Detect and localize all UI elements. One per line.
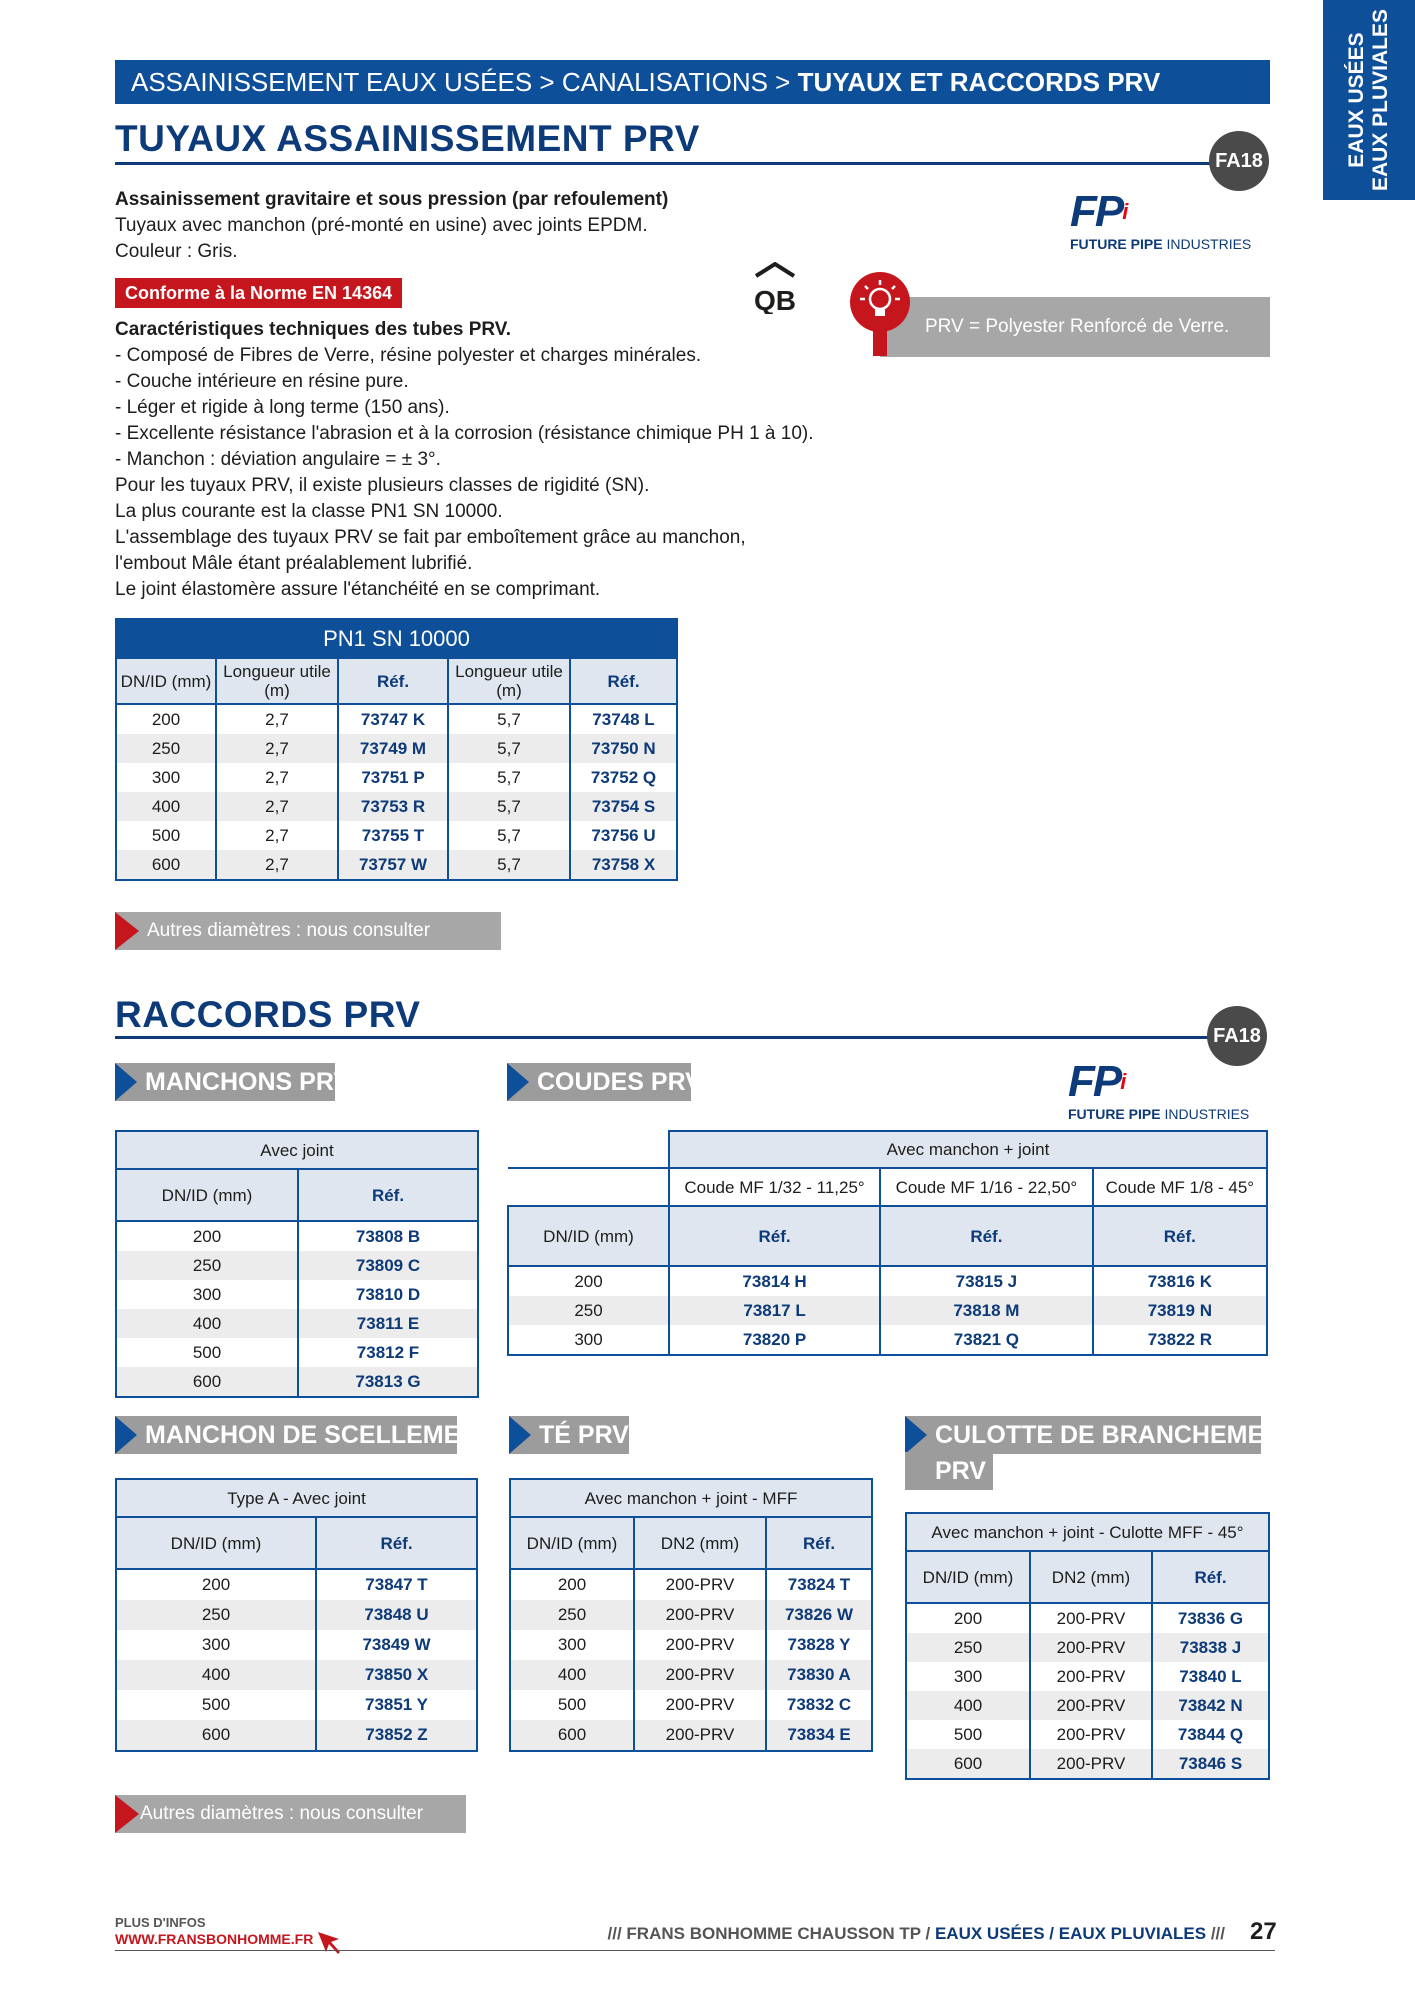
cell-length: 5,7 (448, 850, 570, 880)
table-caption: Avec manchon + joint - MFF (510, 1479, 872, 1517)
side-tab-line2: EAUX PLUVIALES (1369, 8, 1392, 192)
fpi-logo (1068, 1057, 1273, 1130)
cell-ref: 73808 B (298, 1221, 478, 1251)
fpi-name-rest: INDUSTRIES (1162, 236, 1252, 252)
intro-block (115, 187, 668, 265)
cell-dn: 500 (116, 1690, 316, 1720)
table-row (510, 1720, 872, 1751)
section-header-manchons (115, 1063, 351, 1101)
title-underline (115, 1036, 1210, 1039)
norm-tag: Conforme à la Norme EN 14364 (115, 278, 402, 308)
footer-brand-suffix: /// (1206, 1924, 1225, 1943)
tuyaux-table (115, 618, 678, 881)
cell-dn: 300 (116, 1630, 316, 1660)
culotte-table (905, 1512, 1270, 1780)
cell-length: 5,7 (448, 821, 570, 850)
table-row (906, 1633, 1269, 1662)
section-header-text: PRV (935, 1457, 986, 1485)
cell-dn: 250 (116, 1600, 316, 1630)
cell-ref: 73810 D (298, 1280, 478, 1309)
cell-ref: 73750 N (570, 734, 677, 763)
table-row (116, 1660, 477, 1690)
col-header: Réf. (669, 1206, 880, 1266)
side-category-tab[interactable] (1323, 0, 1415, 200)
table-row (116, 1569, 477, 1600)
cell-ref: 73821 Q (880, 1325, 1093, 1355)
footer-url-link[interactable]: WWW.FRANSBONHOMME.FR (115, 1931, 314, 1947)
title-underline (115, 162, 1210, 165)
table-row (906, 1662, 1269, 1691)
char-line: La plus courante est la classe PN1 SN 10000. (115, 501, 503, 522)
cell-ref: 73756 U (570, 821, 677, 850)
cell-dn: 600 (116, 1367, 298, 1397)
table-row (510, 1630, 872, 1660)
section-header-culotte-line2 (905, 1452, 993, 1490)
cell-length: 2,7 (216, 821, 338, 850)
footer-brand-prefix: /// FRANS BONHOMME CHAUSSON TP / (607, 1924, 935, 1943)
table-caption: PN1 SN 10000 (116, 619, 677, 658)
table-row (116, 704, 677, 734)
cell-dn: 300 (508, 1325, 669, 1355)
fpi-name-bold: FUTURE PIPE (1068, 1106, 1161, 1122)
table-row (116, 792, 677, 821)
breadcrumb-path: ASSAINISSEMENT EAUX USÉES > CANALISATIONS > (131, 67, 798, 97)
table-row (510, 1569, 872, 1600)
sub-header: Coude MF 1/32 - 11,25° (669, 1168, 880, 1206)
side-tab-line1: EAUX USÉES (1345, 32, 1368, 168)
cell-ref: 73834 E (766, 1720, 872, 1751)
cell-dn: 300 (116, 763, 216, 792)
cell-dn: 300 (116, 1280, 298, 1309)
cell-ref: 73811 E (298, 1309, 478, 1338)
fpi-logo-mark: FP (1070, 187, 1123, 236)
section-header-text: MANCHONS PRV (145, 1068, 351, 1096)
cell-ref: 73812 F (298, 1338, 478, 1367)
cell-length: 5,7 (448, 734, 570, 763)
cell-ref: 73817 L (669, 1296, 880, 1325)
arrow-icon (509, 1416, 531, 1454)
section-header-text: CULOTTE DE BRANCHEMENT (935, 1421, 1298, 1449)
cell-ref: 73842 N (1152, 1691, 1269, 1720)
table-row (116, 763, 677, 792)
cell-ref: 73824 T (766, 1569, 872, 1600)
coudes-table (507, 1130, 1268, 1356)
footer-brand (608, 1924, 1225, 1944)
table-row (116, 1338, 478, 1367)
fa18-badge: FA18 (1207, 1006, 1267, 1066)
cell-ref: 73757 W (338, 850, 448, 880)
cell-dn: 300 (510, 1630, 634, 1660)
cell-dn: 600 (116, 1720, 316, 1751)
cell-ref: 73752 Q (570, 763, 677, 792)
cell-dn: 300 (906, 1662, 1030, 1691)
col-header: DN/ID (mm) (116, 658, 216, 704)
cell-dn2: 200-PRV (634, 1569, 766, 1600)
arrow-icon (115, 912, 139, 950)
cell-ref: 73820 P (669, 1325, 880, 1355)
table-row (510, 1690, 872, 1720)
cell-length: 2,7 (216, 704, 338, 734)
cell-dn: 500 (116, 1338, 298, 1367)
col-header: Réf. (338, 658, 448, 704)
cell-ref: 73851 Y (316, 1690, 477, 1720)
intro-bold: Assainissement gravitaire et sous pression (par refoulement) (115, 189, 669, 210)
table-row (906, 1603, 1269, 1633)
section-header-te (509, 1416, 629, 1454)
cell-ref: 73747 K (338, 704, 448, 734)
table-row (116, 1720, 477, 1751)
cell-dn: 200 (906, 1603, 1030, 1633)
cell-ref: 73816 K (1093, 1266, 1267, 1296)
cell-length: 2,7 (216, 763, 338, 792)
cell-ref: 73847 T (316, 1569, 477, 1600)
cell-ref: 73758 X (570, 850, 677, 880)
notice-text: Autres diamètres : nous consulter (147, 920, 431, 941)
fpi-logo-i: i (1122, 199, 1127, 224)
arrow-icon (115, 1416, 137, 1454)
table-row (116, 850, 677, 880)
breadcrumb-current: TUYAUX ET RACCORDS PRV (797, 67, 1161, 97)
col-header: DN/ID (mm) (510, 1517, 634, 1569)
cell-ref: 73828 Y (766, 1630, 872, 1660)
cell-ref: 73818 M (880, 1296, 1093, 1325)
char-line: - Manchon : déviation angulaire = ± 3°. (115, 449, 441, 470)
cell-length: 5,7 (448, 704, 570, 734)
col-header: DN2 (mm) (634, 1517, 766, 1569)
cell-ref: 73830 A (766, 1660, 872, 1690)
table-caption: Avec manchon + joint (669, 1131, 1267, 1168)
cell-ref: 73826 W (766, 1600, 872, 1630)
section-header-text: MANCHON DE SCELLEMENT (145, 1421, 494, 1449)
section-header-coudes (507, 1063, 702, 1101)
cell-length: 5,7 (448, 763, 570, 792)
cell-ref: 73748 L (570, 704, 677, 734)
char-line: - Excellente résistance l'abrasion et à la corrosion (résistance chimique PH 1 à 10). (115, 423, 814, 444)
arrow-icon (507, 1063, 529, 1101)
lightbulb-icon (850, 272, 910, 332)
fpi-logo-mark: FP (1068, 1057, 1121, 1106)
cell-ref: 73849 W (316, 1630, 477, 1660)
table-row (116, 1280, 478, 1309)
fpi-name-bold: FUTURE PIPE (1070, 236, 1163, 252)
table-row (508, 1296, 1267, 1325)
cell-dn: 250 (116, 1251, 298, 1280)
char-line: l'embout Mâle étant préalablement lubrifié. (115, 553, 473, 574)
cell-dn2: 200-PRV (1030, 1749, 1152, 1779)
cell-ref: 73838 J (1152, 1633, 1269, 1662)
cell-ref: 73848 U (316, 1600, 477, 1630)
cell-ref: 73749 M (338, 734, 448, 763)
te-table (509, 1478, 873, 1752)
sub-header: Coude MF 1/16 - 22,50° (880, 1168, 1093, 1206)
section-header-text: COUDES PRV (537, 1068, 702, 1096)
col-header: Réf. (298, 1169, 478, 1221)
cell-dn: 250 (508, 1296, 669, 1325)
cell-dn2: 200-PRV (634, 1690, 766, 1720)
table-row (116, 1309, 478, 1338)
char-line: L'assemblage des tuyaux PRV se fait par emboîtement grâce au manchon, (115, 527, 746, 548)
col-header: DN2 (mm) (1030, 1551, 1152, 1603)
arrow-icon (905, 1416, 927, 1454)
table-row (116, 1221, 478, 1251)
empty-corner (508, 1131, 669, 1168)
empty-corner (508, 1168, 669, 1206)
cell-ref: 73754 S (570, 792, 677, 821)
cell-ref: 73809 C (298, 1251, 478, 1280)
section-title-tuyaux: TUYAUX ASSAINISSEMENT PRV (115, 118, 700, 159)
cell-dn2: 200-PRV (1030, 1633, 1152, 1662)
col-header: Réf. (316, 1517, 477, 1569)
intro-line: Tuyaux avec manchon (pré-monté en usine) avec joints EPDM. (115, 215, 648, 236)
cell-dn: 400 (116, 1309, 298, 1338)
col-header: DN/ID (mm) (116, 1517, 316, 1569)
arrow-icon (115, 1063, 137, 1101)
fpi-logo (1070, 187, 1275, 260)
cell-dn: 200 (508, 1266, 669, 1296)
char-line: Le joint élastomère assure l'étanchéité en se comprimant. (115, 579, 601, 600)
fpi-logo-i: i (1120, 1069, 1125, 1094)
cell-ref: 73813 G (298, 1367, 478, 1397)
col-header: Longueur utile (m) (448, 658, 570, 704)
scellement-table (115, 1478, 478, 1752)
cell-dn: 600 (906, 1749, 1030, 1779)
table-row (906, 1749, 1269, 1779)
col-header: DN/ID (mm) (508, 1206, 669, 1266)
table-row (116, 734, 677, 763)
cell-ref: 73814 H (669, 1266, 880, 1296)
cell-ref: 73753 R (338, 792, 448, 821)
cell-dn: 200 (116, 1569, 316, 1600)
cell-dn2: 200-PRV (1030, 1720, 1152, 1749)
cell-ref: 73755 T (338, 821, 448, 850)
cell-dn: 200 (510, 1569, 634, 1600)
char-line: - Composé de Fibres de Verre, résine polyester et charges minérales. (115, 345, 702, 366)
col-header: DN/ID (mm) (906, 1551, 1030, 1603)
cell-dn: 250 (116, 734, 216, 763)
section-title-raccords: RACCORDS PRV (115, 994, 421, 1035)
col-header: Longueur utile (m) (216, 658, 338, 704)
cell-ref: 73815 J (880, 1266, 1093, 1296)
cell-dn2: 200-PRV (634, 1720, 766, 1751)
cell-ref: 73822 R (1093, 1325, 1267, 1355)
sub-header: Coude MF 1/8 - 45° (1093, 1168, 1267, 1206)
other-diameters-notice[interactable] (115, 912, 501, 950)
cell-length: 2,7 (216, 850, 338, 880)
col-header: Réf. (1152, 1551, 1269, 1603)
cell-dn: 400 (116, 1660, 316, 1690)
cell-ref: 73852 Z (316, 1720, 477, 1751)
cell-dn: 400 (510, 1660, 634, 1690)
table-caption: Avec manchon + joint - Culotte MFF - 45° (906, 1513, 1269, 1551)
table-row (116, 1367, 478, 1397)
cell-dn: 400 (906, 1691, 1030, 1720)
section-header-text: TÉ PRV (539, 1421, 629, 1449)
table-row (116, 1690, 477, 1720)
characteristics-title: Caractéristiques techniques des tubes PRV. (115, 319, 511, 340)
table-row (510, 1660, 872, 1690)
table-row (508, 1325, 1267, 1355)
col-header: Réf. (570, 658, 677, 704)
footer-more-info: PLUS D'INFOS (115, 1915, 206, 1930)
cell-dn: 200 (116, 704, 216, 734)
table-row (116, 1251, 478, 1280)
section-header-culotte (905, 1416, 1298, 1454)
manchons-table (115, 1130, 479, 1398)
cell-dn: 500 (510, 1690, 634, 1720)
table-row (906, 1691, 1269, 1720)
cell-dn: 500 (116, 821, 216, 850)
cell-ref: 73850 X (316, 1660, 477, 1690)
table-row (116, 1630, 477, 1660)
notice-text: Autres diamètres : nous consulter (140, 1803, 424, 1824)
table-caption: Type A - Avec joint (116, 1479, 477, 1517)
qb-certification-icon (752, 262, 798, 314)
fa18-badge: FA18 (1209, 131, 1269, 191)
section-header-scellement (115, 1416, 494, 1454)
cell-dn2: 200-PRV (634, 1630, 766, 1660)
cell-dn2: 200-PRV (634, 1600, 766, 1630)
cell-dn: 600 (510, 1720, 634, 1751)
intro-line: Couleur : Gris. (115, 241, 238, 262)
table-row (510, 1600, 872, 1630)
info-text: PRV = Polyester Renforcé de Verre. (925, 316, 1230, 337)
cursor-arrow-icon (316, 1930, 342, 1956)
arrow-icon (115, 1795, 139, 1833)
cell-ref: 73819 N (1093, 1296, 1267, 1325)
characteristics-block (115, 317, 814, 603)
table-row (906, 1720, 1269, 1749)
col-header: Réf. (1093, 1206, 1267, 1266)
cell-dn: 500 (906, 1720, 1030, 1749)
col-header: DN/ID (mm) (116, 1169, 298, 1221)
footer-brand-category: EAUX USÉES / EAUX PLUVIALES (934, 1924, 1207, 1943)
cell-ref: 73846 S (1152, 1749, 1269, 1779)
breadcrumb (115, 60, 1270, 104)
cell-length: 5,7 (448, 792, 570, 821)
cell-ref: 73832 C (766, 1690, 872, 1720)
col-header: Réf. (766, 1517, 872, 1569)
table-row (116, 821, 677, 850)
cell-dn: 250 (906, 1633, 1030, 1662)
other-diameters-notice[interactable] (115, 1795, 466, 1833)
cell-ref: 73844 Q (1152, 1720, 1269, 1749)
cell-length: 2,7 (216, 792, 338, 821)
qb-mark-text: QB (754, 285, 796, 314)
char-line: - Couche intérieure en résine pure. (115, 371, 409, 392)
footer-divider (115, 1950, 1275, 1951)
page-number: 27 (1250, 1918, 1277, 1945)
char-line: Pour les tuyaux PRV, il existe plusieurs classes de rigidité (SN). (115, 475, 650, 496)
table-row (508, 1266, 1267, 1296)
table-row (116, 1600, 477, 1630)
cell-dn2: 200-PRV (634, 1660, 766, 1690)
cell-dn: 600 (116, 850, 216, 880)
cell-ref: 73836 G (1152, 1603, 1269, 1633)
char-line: - Léger et rigide à long terme (150 ans). (115, 397, 450, 418)
cell-dn2: 200-PRV (1030, 1662, 1152, 1691)
cell-dn2: 200-PRV (1030, 1691, 1152, 1720)
col-header: Réf. (880, 1206, 1093, 1266)
cell-dn: 200 (116, 1221, 298, 1251)
cell-ref: 73751 P (338, 763, 448, 792)
cell-ref: 73840 L (1152, 1662, 1269, 1691)
cell-dn2: 200-PRV (1030, 1603, 1152, 1633)
table-caption: Avec joint (116, 1131, 478, 1169)
cell-dn: 400 (116, 792, 216, 821)
cell-dn: 250 (510, 1600, 634, 1630)
fpi-name-rest: INDUSTRIES (1160, 1106, 1250, 1122)
cell-length: 2,7 (216, 734, 338, 763)
